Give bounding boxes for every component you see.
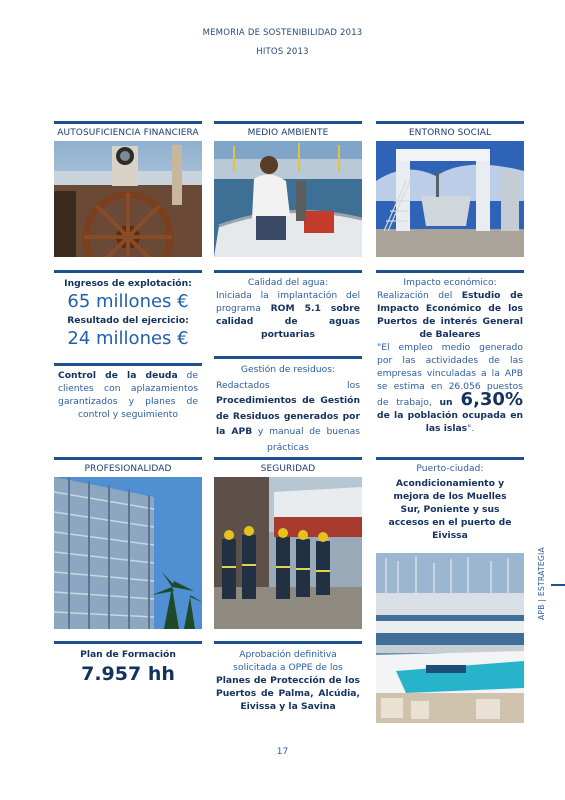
card-port-city	[376, 457, 524, 723]
card-title: AUTOSUFICIENCIA FINANCIERA	[57, 128, 199, 138]
card-professional	[54, 457, 202, 685]
quote-un: un	[439, 397, 461, 408]
card-financial	[54, 121, 202, 421]
waste-desc-1: Redactados los	[216, 379, 360, 391]
section-bar	[214, 356, 362, 359]
sidebar-org: APB	[537, 604, 546, 620]
card-title: ENTORNO SOCIAL	[408, 128, 492, 138]
debt-control-bold: Control de la deuda	[58, 370, 178, 381]
waste-management-label: Gestión de residuos:	[240, 364, 336, 375]
approval-text: Aprobación definitiva solicitada a OPPE de los	[233, 649, 343, 673]
quote-percentage: 6,30%	[460, 389, 523, 410]
glass-building-photo	[54, 477, 202, 629]
section-bar	[54, 641, 202, 644]
sidebar-marker	[551, 584, 565, 586]
water-quality-text	[216, 289, 360, 341]
card-title: PROFESIONALIDAD	[84, 464, 172, 474]
card-title: MEDIO AMBIENTE	[247, 128, 329, 138]
card-social	[376, 121, 524, 435]
employment-quote	[377, 341, 523, 435]
income-value: 65 millones €	[67, 291, 189, 312]
result-label: Resultado del ejercicio:	[67, 315, 189, 326]
water-quality-label: Calidad del agua:	[247, 277, 329, 288]
section-bar	[54, 270, 202, 273]
travel-lift-photo	[376, 141, 524, 257]
card-title: SEGURIDAD	[260, 464, 316, 474]
impact-desc: Realización del	[377, 290, 462, 301]
card-security	[214, 457, 362, 713]
page-number: 17	[276, 747, 289, 757]
result-value: 24 millones €	[67, 328, 189, 349]
training-plan-label: Plan de Formación	[80, 649, 176, 660]
economic-impact-text	[377, 289, 523, 341]
section-bar	[54, 363, 202, 366]
ship-wheel-photo	[54, 141, 202, 257]
waste-bold: Procedimientos de Gestión de Residuos generados por la APB	[216, 395, 360, 437]
income-label: Ingresos de explotación:	[64, 278, 192, 289]
card-title: Puerto-ciudad:	[416, 464, 484, 474]
sidebar-text: APB | ESTRATEGIA	[537, 547, 546, 620]
quote-bold: de la población ocupada en las islas	[377, 410, 523, 434]
section-title: HITOS 2013	[256, 47, 309, 57]
sidebar-section: ESTRATEGIA	[537, 547, 546, 597]
training-hours-value: 7.957 hh	[81, 663, 175, 685]
protection-plans-text: Planes de Protección de los Puertos de Palma, Alcúdia, Eivissa y la Savina	[216, 675, 360, 712]
debt-control-desc: de clientes con aplazamientos garantizados y planes de control y seguimiento	[58, 370, 199, 420]
section-bar	[376, 270, 524, 273]
boat-technician-photo	[214, 141, 362, 257]
waste-desc-2: y manual de buenas prácticas	[252, 426, 360, 453]
quote-end: ".	[467, 423, 475, 434]
water-quality-desc: Iniciada la implantación del programa	[216, 290, 360, 314]
firefighters-photo	[214, 477, 362, 629]
section-bar	[214, 641, 362, 644]
water-quality-bold: ROM 5.1 sobre calidad de aguas portuarias	[216, 303, 360, 340]
port-city-text: Acondicionamiento y mejora de los Muelles Sur, Poniente y sus accesos en el puerto de Eivissa	[388, 478, 512, 541]
waste-management-text	[216, 378, 360, 456]
section-bar	[214, 270, 362, 273]
debt-control-text	[54, 369, 202, 421]
card-environment	[214, 121, 362, 455]
report-title: MEMORIA DE SOSTENIBILIDAD 2013	[202, 28, 363, 38]
impact-bold: Estudio de Impacto Económico de los Puertos de interés General de Baleares	[377, 290, 523, 340]
sidebar-section-label	[537, 540, 551, 620]
economic-impact-label: Impacto económico:	[403, 277, 497, 288]
quote-desc: "El empleo medio generado por las actividades de las empresas vinculadas a la APB se estima en 26.056 puestos de trabajo,	[377, 342, 523, 408]
eivissa-port-photo	[376, 553, 524, 723]
